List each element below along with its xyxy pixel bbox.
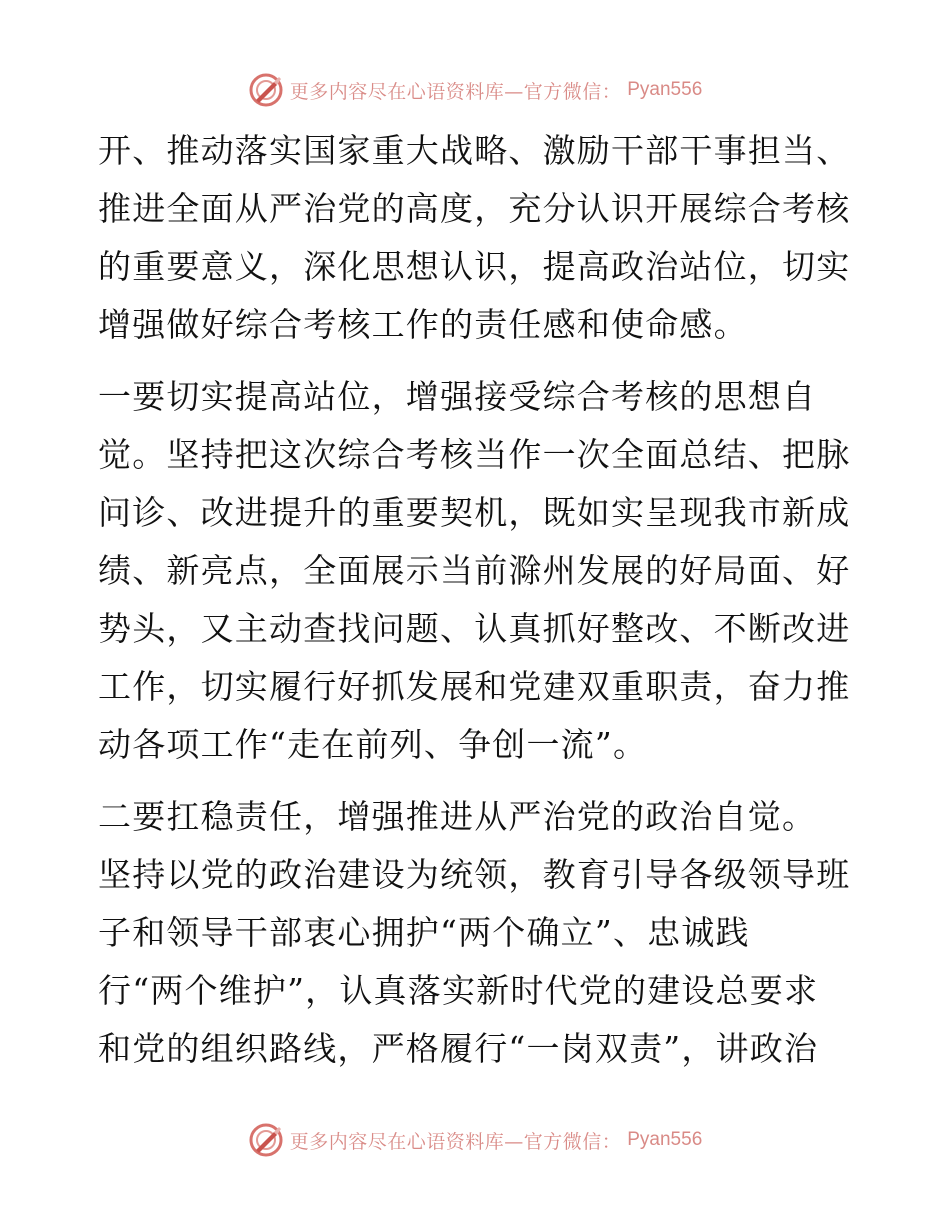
- text-line: 子和领导干部衷心拥护“两个确立”、忠诚践: [98, 913, 750, 952]
- paragraph-3: [98, 788, 858, 1078]
- text-line: 行“两个维护”，认真落实新时代党的建设总要求: [98, 971, 819, 1010]
- watermark-wechat-id: Pyan556: [627, 79, 703, 100]
- text-line: 势头，又主动查找问题、认真抓好整改、不断改进: [98, 609, 851, 648]
- text-line: 增强做好综合考核工作的责任感和使命感。: [98, 305, 748, 344]
- watermark-wechat-id: Pyan556: [627, 1129, 703, 1150]
- text-line: 坚持以党的政治建设为统领，教育引导各级领导班: [98, 855, 851, 894]
- watermark-text: 更多内容尽在心语资料库—官方微信：: [289, 80, 622, 103]
- text-line: 动各项工作“走在前列、争创一流”。: [98, 725, 648, 764]
- paragraph-1: [98, 122, 858, 354]
- paragraph-2: [98, 368, 858, 774]
- text-line: 开、推动落实国家重大战略、激励干部干事担当、: [98, 131, 851, 170]
- text-line: 推进全面从严治党的高度，充分认识开展综合考核: [98, 189, 851, 228]
- text-line: 觉。坚持把这次综合考核当作一次全面总结、把脉: [98, 435, 851, 474]
- watermark-text: 更多内容尽在心语资料库—官方微信：: [289, 1130, 622, 1153]
- text-line: 一要切实提高站位，增强接受综合考核的思想自: [98, 377, 817, 416]
- text-line: 绩、新亮点，全面展示当前滁州发展的好局面、好: [98, 551, 851, 590]
- watermark-logo-icon: [248, 1122, 284, 1158]
- text-line: 和党的组织路线，严格履行“一岗双责”，讲政治: [98, 1029, 819, 1068]
- text-line: 的重要意义，深化思想认识，提高政治站位，切实: [98, 247, 851, 286]
- text-line: 问诊、改进提升的重要契机，既如实呈现我市新成: [98, 493, 851, 532]
- text-line: 工作，切实履行好抓发展和党建双重职责，奋力推: [98, 667, 851, 706]
- footer-watermark: [0, 1120, 950, 1160]
- header-watermark: [0, 70, 950, 110]
- text-line: 二要扛稳责任，增强推进从严治党的政治自觉。: [98, 797, 817, 836]
- document-body: [98, 122, 858, 1078]
- watermark-logo-icon: [248, 72, 284, 108]
